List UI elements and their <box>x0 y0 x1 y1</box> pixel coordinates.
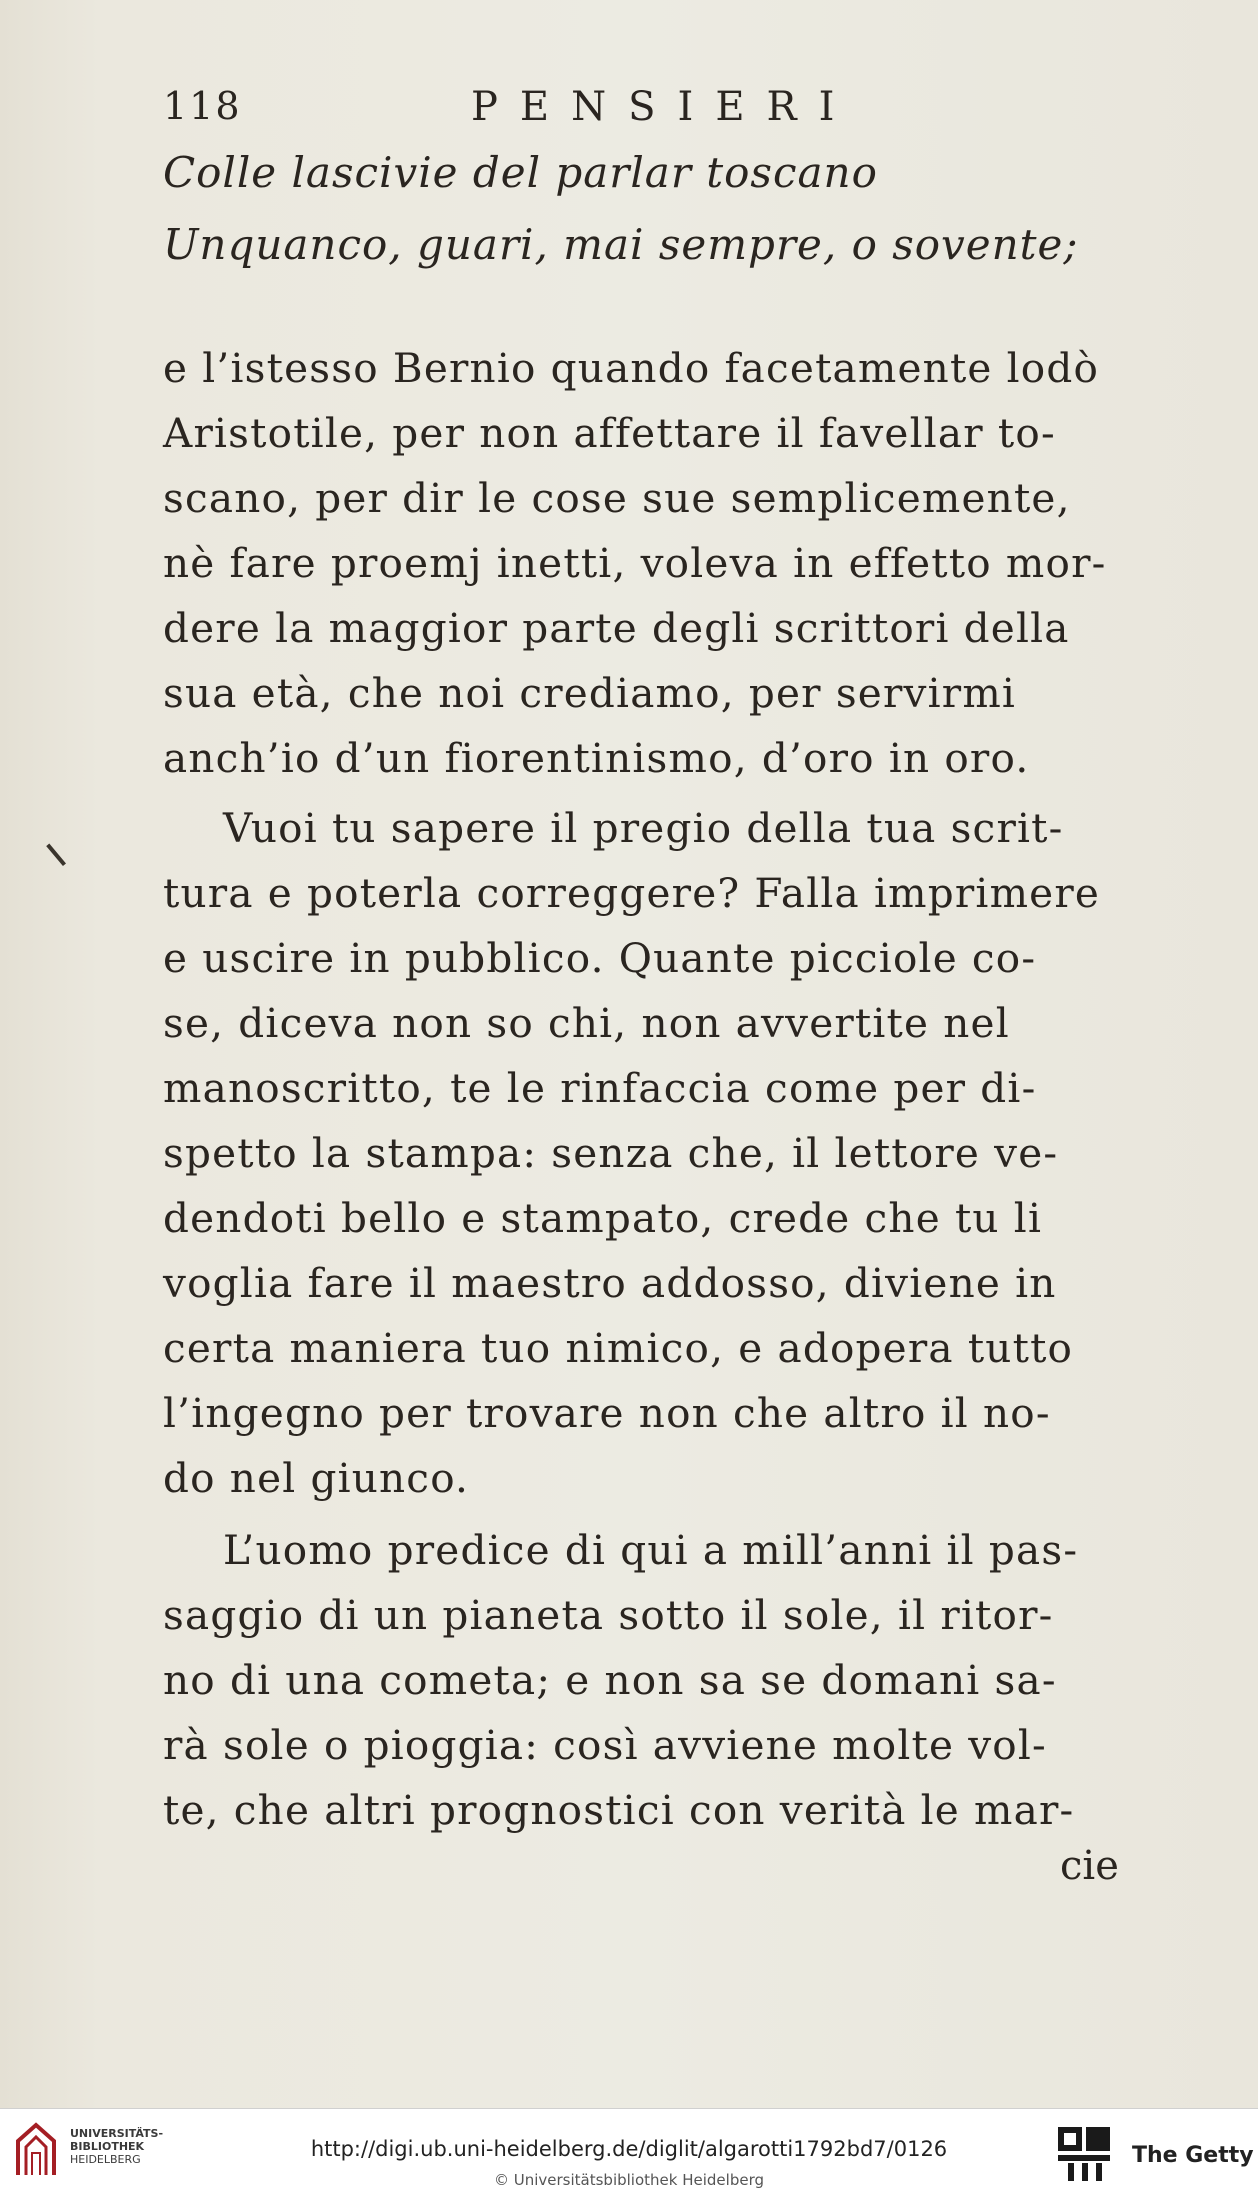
body-line: no di una cometa; e non sa se domani sa- <box>163 1656 1057 1704</box>
copyright-notice: © Universitätsbibliothek Heidelberg <box>493 2171 764 2189</box>
margin-mark <box>46 832 80 866</box>
library-name-line: HEIDELBERG <box>70 2153 141 2166</box>
body-line: sua età, che noi crediamo, per servirmi <box>163 669 1017 717</box>
body-line: dere la maggior parte degli scrittori della <box>163 604 1070 652</box>
body-line: te, che altri prognostici con verità le mar- <box>163 1786 1075 1834</box>
body-line: spetto la stampa: senza che, il lettore ve- <box>163 1129 1059 1177</box>
partner-name: The Getty <box>1132 2143 1254 2168</box>
body-line: e uscire in pubblico. Quante picciole co- <box>163 934 1037 982</box>
body-line: L’uomo predice di qui a mill’anni il pas- <box>223 1526 1079 1574</box>
body-line: scano, per dir le cose sue semplicemente, <box>163 474 1071 522</box>
body-line: tura e poterla correggere? Falla imprimere <box>163 869 1101 917</box>
body-line: certa maniera tuo nimico, e adopera tutto <box>163 1324 1074 1372</box>
body-line: anch’io d’un fiorentinismo, d’oro in oro. <box>163 734 1030 782</box>
body-line: voglia fare il maestro addosso, diviene in <box>163 1259 1057 1307</box>
body-line: se, diceva non so chi, non avvertite nel <box>163 999 1010 1047</box>
verse-line: Unquanco, guari, mai sempre, o sovente; <box>163 220 1079 269</box>
footer-bar <box>0 2108 1258 2197</box>
body-line: e l’istesso Bernio quando facetamente lodò <box>163 344 1100 392</box>
body-line: rà sole o pioggia: così avviene molte vol- <box>163 1721 1047 1769</box>
body-line: do nel giunco. <box>163 1454 470 1502</box>
body-line: dendoti bello e stampato, crede che tu li <box>163 1194 1043 1242</box>
permalink-url[interactable]: http://digi.ub.uni-heidelberg.de/diglit/algarotti1792bd7/0126 <box>310 2137 948 2161</box>
catchword: cie <box>1060 1843 1119 1889</box>
library-name-line: BIBLIOTHEK <box>70 2140 145 2153</box>
body-line: Aristotile, per non affettare il favellar to- <box>163 409 1056 457</box>
body-line: manoscritto, te le rinfaccia come per di- <box>163 1064 1037 1112</box>
body-line: saggio di un pianeta sotto il sole, il ritor- <box>163 1591 1054 1639</box>
getty-logo-icon[interactable] <box>1056 2125 1116 2183</box>
library-name-line: UNIVERSITÄTS- <box>70 2127 164 2140</box>
verse-line: Colle lascivie del parlar toscano <box>163 148 878 197</box>
body-line: Vuoi tu sapere il pregio della tua scrit- <box>223 804 1064 852</box>
page-header <box>163 84 1113 140</box>
body-line: nè fare proemj inetti, voleva in effetto mor- <box>163 539 1107 587</box>
body-line: l’ingegno per trovare non che altro il no- <box>163 1389 1051 1437</box>
running-head: PENSIERI <box>471 84 857 130</box>
page-number: 118 <box>163 84 242 128</box>
